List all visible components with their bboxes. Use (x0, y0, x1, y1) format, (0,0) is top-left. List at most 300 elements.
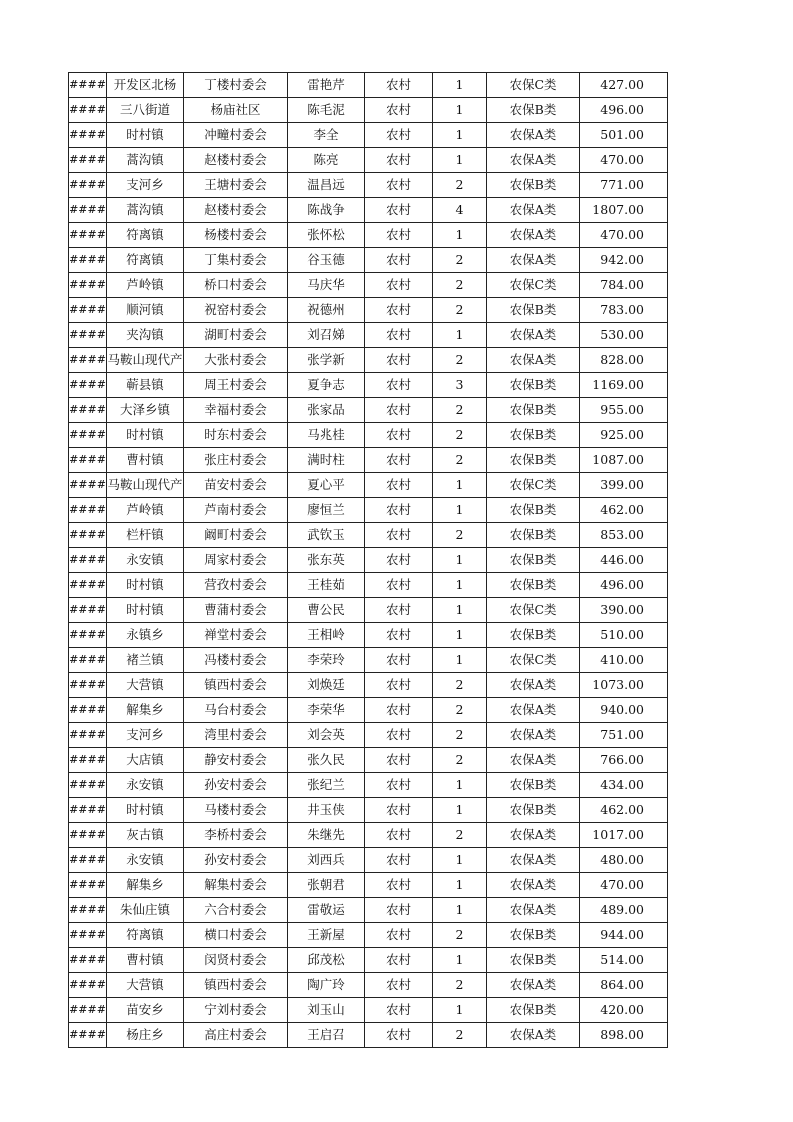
name-cell[interactable]: 陈毛泥 (288, 98, 365, 123)
name-cell[interactable]: 温昌远 (288, 173, 365, 198)
category-cell[interactable]: 农保A类 (487, 973, 580, 998)
name-cell[interactable]: 刘会英 (288, 723, 365, 748)
count-cell[interactable]: 1 (433, 898, 487, 923)
count-cell[interactable]: 2 (433, 698, 487, 723)
category-cell[interactable]: 农保A类 (487, 323, 580, 348)
amount-cell[interactable]: 462.00 (580, 798, 668, 823)
name-cell[interactable]: 井玉侠 (288, 798, 365, 823)
name-cell[interactable]: 李荣华 (288, 698, 365, 723)
area-type-cell[interactable]: 农村 (365, 248, 433, 273)
amount-cell[interactable]: 496.00 (580, 573, 668, 598)
row-id-cell[interactable]: #### (69, 98, 107, 123)
village-cell[interactable]: 桥口村委会 (184, 273, 288, 298)
village-cell[interactable]: 高庄村委会 (184, 1023, 288, 1048)
row-id-cell[interactable]: #### (69, 1023, 107, 1048)
row-id-cell[interactable]: #### (69, 198, 107, 223)
area-type-cell[interactable]: 农村 (365, 698, 433, 723)
row-id-cell[interactable]: #### (69, 248, 107, 273)
row-id-cell[interactable]: #### (69, 798, 107, 823)
amount-cell[interactable]: 470.00 (580, 873, 668, 898)
area-type-cell[interactable]: 农村 (365, 598, 433, 623)
name-cell[interactable]: 雷敬运 (288, 898, 365, 923)
town-cell[interactable]: 栏杆镇 (107, 523, 184, 548)
count-cell[interactable]: 2 (433, 523, 487, 548)
amount-cell[interactable]: 853.00 (580, 523, 668, 548)
town-cell[interactable]: 永镇乡 (107, 623, 184, 648)
area-type-cell[interactable]: 农村 (365, 648, 433, 673)
name-cell[interactable]: 雷艳芹 (288, 73, 365, 98)
category-cell[interactable]: 农保A类 (487, 123, 580, 148)
count-cell[interactable]: 2 (433, 823, 487, 848)
count-cell[interactable]: 2 (433, 398, 487, 423)
amount-cell[interactable]: 771.00 (580, 173, 668, 198)
category-cell[interactable]: 农保B类 (487, 523, 580, 548)
count-cell[interactable]: 2 (433, 1023, 487, 1048)
count-cell[interactable]: 2 (433, 973, 487, 998)
town-cell[interactable]: 永安镇 (107, 548, 184, 573)
area-type-cell[interactable]: 农村 (365, 673, 433, 698)
name-cell[interactable]: 刘召娣 (288, 323, 365, 348)
row-id-cell[interactable]: #### (69, 473, 107, 498)
name-cell[interactable]: 张朝君 (288, 873, 365, 898)
town-cell[interactable]: 解集乡 (107, 873, 184, 898)
town-cell[interactable]: 时村镇 (107, 423, 184, 448)
name-cell[interactable]: 张久民 (288, 748, 365, 773)
count-cell[interactable]: 1 (433, 648, 487, 673)
area-type-cell[interactable]: 农村 (365, 273, 433, 298)
town-cell[interactable]: 曹村镇 (107, 448, 184, 473)
amount-cell[interactable]: 427.00 (580, 73, 668, 98)
village-cell[interactable]: 周家村委会 (184, 548, 288, 573)
area-type-cell[interactable]: 农村 (365, 623, 433, 648)
town-cell[interactable]: 马鞍山现代产 (107, 473, 184, 498)
category-cell[interactable]: 农保A类 (487, 723, 580, 748)
town-cell[interactable]: 顺河镇 (107, 298, 184, 323)
category-cell[interactable]: 农保C类 (487, 648, 580, 673)
area-type-cell[interactable]: 农村 (365, 223, 433, 248)
amount-cell[interactable]: 942.00 (580, 248, 668, 273)
name-cell[interactable]: 张纪兰 (288, 773, 365, 798)
count-cell[interactable]: 2 (433, 923, 487, 948)
town-cell[interactable]: 时村镇 (107, 123, 184, 148)
area-type-cell[interactable]: 农村 (365, 748, 433, 773)
count-cell[interactable]: 1 (433, 148, 487, 173)
area-type-cell[interactable]: 农村 (365, 148, 433, 173)
village-cell[interactable]: 赵楼村委会 (184, 148, 288, 173)
row-id-cell[interactable]: #### (69, 973, 107, 998)
village-cell[interactable]: 镇西村委会 (184, 973, 288, 998)
amount-cell[interactable]: 1169.00 (580, 373, 668, 398)
town-cell[interactable]: 永安镇 (107, 773, 184, 798)
count-cell[interactable]: 2 (433, 448, 487, 473)
name-cell[interactable]: 王桂茹 (288, 573, 365, 598)
village-cell[interactable]: 时东村委会 (184, 423, 288, 448)
name-cell[interactable]: 陈战争 (288, 198, 365, 223)
row-id-cell[interactable]: #### (69, 748, 107, 773)
name-cell[interactable]: 刘焕廷 (288, 673, 365, 698)
row-id-cell[interactable]: #### (69, 698, 107, 723)
village-cell[interactable]: 马台村委会 (184, 698, 288, 723)
name-cell[interactable]: 武钦玉 (288, 523, 365, 548)
row-id-cell[interactable]: #### (69, 123, 107, 148)
area-type-cell[interactable]: 农村 (365, 923, 433, 948)
town-cell[interactable]: 杨庄乡 (107, 1023, 184, 1048)
town-cell[interactable]: 解集乡 (107, 698, 184, 723)
town-cell[interactable]: 开发区北杨 (107, 73, 184, 98)
row-id-cell[interactable]: #### (69, 73, 107, 98)
village-cell[interactable]: 闵贤村委会 (184, 948, 288, 973)
town-cell[interactable]: 大泽乡镇 (107, 398, 184, 423)
village-cell[interactable]: 芦南村委会 (184, 498, 288, 523)
row-id-cell[interactable]: #### (69, 723, 107, 748)
village-cell[interactable]: 阚町村委会 (184, 523, 288, 548)
amount-cell[interactable]: 828.00 (580, 348, 668, 373)
village-cell[interactable]: 宁刘村委会 (184, 998, 288, 1023)
village-cell[interactable]: 赵楼村委会 (184, 198, 288, 223)
category-cell[interactable]: 农保A类 (487, 748, 580, 773)
area-type-cell[interactable]: 农村 (365, 548, 433, 573)
name-cell[interactable]: 张怀松 (288, 223, 365, 248)
category-cell[interactable]: 农保C类 (487, 273, 580, 298)
village-cell[interactable]: 周王村委会 (184, 373, 288, 398)
area-type-cell[interactable]: 农村 (365, 523, 433, 548)
amount-cell[interactable]: 1087.00 (580, 448, 668, 473)
row-id-cell[interactable]: #### (69, 623, 107, 648)
area-type-cell[interactable]: 农村 (365, 773, 433, 798)
area-type-cell[interactable]: 农村 (365, 73, 433, 98)
count-cell[interactable]: 1 (433, 473, 487, 498)
amount-cell[interactable]: 434.00 (580, 773, 668, 798)
row-id-cell[interactable]: #### (69, 848, 107, 873)
count-cell[interactable]: 2 (433, 348, 487, 373)
count-cell[interactable]: 2 (433, 423, 487, 448)
area-type-cell[interactable]: 农村 (365, 348, 433, 373)
category-cell[interactable]: 农保B类 (487, 773, 580, 798)
amount-cell[interactable]: 766.00 (580, 748, 668, 773)
area-type-cell[interactable]: 农村 (365, 823, 433, 848)
category-cell[interactable]: 农保A类 (487, 198, 580, 223)
area-type-cell[interactable]: 农村 (365, 848, 433, 873)
town-cell[interactable]: 芦岭镇 (107, 498, 184, 523)
category-cell[interactable]: 农保B类 (487, 623, 580, 648)
town-cell[interactable]: 时村镇 (107, 573, 184, 598)
village-cell[interactable]: 冲疃村委会 (184, 123, 288, 148)
category-cell[interactable]: 农保A类 (487, 898, 580, 923)
village-cell[interactable]: 张庄村委会 (184, 448, 288, 473)
village-cell[interactable]: 冯楼村委会 (184, 648, 288, 673)
amount-cell[interactable]: 784.00 (580, 273, 668, 298)
village-cell[interactable]: 禅堂村委会 (184, 623, 288, 648)
category-cell[interactable]: 农保A类 (487, 348, 580, 373)
name-cell[interactable]: 王新屋 (288, 923, 365, 948)
amount-cell[interactable]: 470.00 (580, 148, 668, 173)
count-cell[interactable]: 1 (433, 798, 487, 823)
name-cell[interactable]: 陶广玲 (288, 973, 365, 998)
count-cell[interactable]: 1 (433, 498, 487, 523)
name-cell[interactable]: 谷玉德 (288, 248, 365, 273)
category-cell[interactable]: 农保A类 (487, 823, 580, 848)
village-cell[interactable]: 曹蒲村委会 (184, 598, 288, 623)
town-cell[interactable]: 三八街道 (107, 98, 184, 123)
category-cell[interactable]: 农保B类 (487, 98, 580, 123)
amount-cell[interactable]: 410.00 (580, 648, 668, 673)
area-type-cell[interactable]: 农村 (365, 448, 433, 473)
row-id-cell[interactable]: #### (69, 148, 107, 173)
village-cell[interactable]: 湖町村委会 (184, 323, 288, 348)
row-id-cell[interactable]: #### (69, 823, 107, 848)
amount-cell[interactable]: 489.00 (580, 898, 668, 923)
category-cell[interactable]: 农保B类 (487, 798, 580, 823)
amount-cell[interactable]: 446.00 (580, 548, 668, 573)
row-id-cell[interactable]: #### (69, 273, 107, 298)
amount-cell[interactable]: 530.00 (580, 323, 668, 348)
area-type-cell[interactable]: 农村 (365, 573, 433, 598)
town-cell[interactable]: 芦岭镇 (107, 273, 184, 298)
row-id-cell[interactable]: #### (69, 923, 107, 948)
village-cell[interactable]: 孙安村委会 (184, 848, 288, 873)
count-cell[interactable]: 1 (433, 948, 487, 973)
category-cell[interactable]: 农保B类 (487, 298, 580, 323)
name-cell[interactable]: 廖恒兰 (288, 498, 365, 523)
count-cell[interactable]: 1 (433, 848, 487, 873)
area-type-cell[interactable]: 农村 (365, 298, 433, 323)
category-cell[interactable]: 农保A类 (487, 248, 580, 273)
count-cell[interactable]: 1 (433, 223, 487, 248)
village-cell[interactable]: 祝窑村委会 (184, 298, 288, 323)
name-cell[interactable]: 朱继先 (288, 823, 365, 848)
amount-cell[interactable]: 898.00 (580, 1023, 668, 1048)
village-cell[interactable]: 横口村委会 (184, 923, 288, 948)
count-cell[interactable]: 1 (433, 773, 487, 798)
amount-cell[interactable]: 925.00 (580, 423, 668, 448)
category-cell[interactable]: 农保B类 (487, 173, 580, 198)
count-cell[interactable]: 4 (433, 198, 487, 223)
town-cell[interactable]: 苗安乡 (107, 998, 184, 1023)
name-cell[interactable]: 王启召 (288, 1023, 365, 1048)
village-cell[interactable]: 幸福村委会 (184, 398, 288, 423)
category-cell[interactable]: 农保B类 (487, 423, 580, 448)
count-cell[interactable]: 1 (433, 998, 487, 1023)
area-type-cell[interactable]: 农村 (365, 323, 433, 348)
name-cell[interactable]: 张家品 (288, 398, 365, 423)
name-cell[interactable]: 马庆华 (288, 273, 365, 298)
name-cell[interactable]: 张学新 (288, 348, 365, 373)
town-cell[interactable]: 马鞍山现代产 (107, 348, 184, 373)
village-cell[interactable]: 丁楼村委会 (184, 73, 288, 98)
amount-cell[interactable]: 501.00 (580, 123, 668, 148)
area-type-cell[interactable]: 农村 (365, 948, 433, 973)
name-cell[interactable]: 陈亮 (288, 148, 365, 173)
area-type-cell[interactable]: 农村 (365, 873, 433, 898)
area-type-cell[interactable]: 农村 (365, 423, 433, 448)
row-id-cell[interactable]: #### (69, 423, 107, 448)
amount-cell[interactable]: 462.00 (580, 498, 668, 523)
row-id-cell[interactable]: #### (69, 873, 107, 898)
row-id-cell[interactable]: #### (69, 573, 107, 598)
count-cell[interactable]: 2 (433, 298, 487, 323)
name-cell[interactable]: 李全 (288, 123, 365, 148)
town-cell[interactable]: 大营镇 (107, 673, 184, 698)
count-cell[interactable]: 2 (433, 723, 487, 748)
count-cell[interactable]: 2 (433, 248, 487, 273)
town-cell[interactable]: 符离镇 (107, 923, 184, 948)
count-cell[interactable]: 3 (433, 373, 487, 398)
area-type-cell[interactable]: 农村 (365, 98, 433, 123)
town-cell[interactable]: 大店镇 (107, 748, 184, 773)
village-cell[interactable]: 镇西村委会 (184, 673, 288, 698)
area-type-cell[interactable]: 农村 (365, 998, 433, 1023)
village-cell[interactable]: 杨楼村委会 (184, 223, 288, 248)
amount-cell[interactable]: 1017.00 (580, 823, 668, 848)
town-cell[interactable]: 时村镇 (107, 598, 184, 623)
row-id-cell[interactable]: #### (69, 548, 107, 573)
amount-cell[interactable]: 390.00 (580, 598, 668, 623)
village-cell[interactable]: 丁集村委会 (184, 248, 288, 273)
category-cell[interactable]: 农保B类 (487, 573, 580, 598)
village-cell[interactable]: 湾里村委会 (184, 723, 288, 748)
town-cell[interactable]: 永安镇 (107, 848, 184, 873)
name-cell[interactable]: 满时柱 (288, 448, 365, 473)
category-cell[interactable]: 农保C类 (487, 473, 580, 498)
row-id-cell[interactable]: #### (69, 398, 107, 423)
row-id-cell[interactable]: #### (69, 173, 107, 198)
name-cell[interactable]: 王相岭 (288, 623, 365, 648)
town-cell[interactable]: 时村镇 (107, 798, 184, 823)
amount-cell[interactable]: 1073.00 (580, 673, 668, 698)
town-cell[interactable]: 蒿沟镇 (107, 198, 184, 223)
area-type-cell[interactable]: 农村 (365, 1023, 433, 1048)
amount-cell[interactable]: 751.00 (580, 723, 668, 748)
amount-cell[interactable]: 955.00 (580, 398, 668, 423)
category-cell[interactable]: 农保A类 (487, 148, 580, 173)
village-cell[interactable]: 杨庙社区 (184, 98, 288, 123)
name-cell[interactable]: 马兆桂 (288, 423, 365, 448)
category-cell[interactable]: 农保B类 (487, 448, 580, 473)
category-cell[interactable]: 农保C类 (487, 73, 580, 98)
category-cell[interactable]: 农保B类 (487, 923, 580, 948)
village-cell[interactable]: 静安村委会 (184, 748, 288, 773)
row-id-cell[interactable]: #### (69, 648, 107, 673)
row-id-cell[interactable]: #### (69, 998, 107, 1023)
row-id-cell[interactable]: #### (69, 323, 107, 348)
village-cell[interactable]: 解集村委会 (184, 873, 288, 898)
town-cell[interactable]: 灰古镇 (107, 823, 184, 848)
village-cell[interactable]: 大张村委会 (184, 348, 288, 373)
row-id-cell[interactable]: #### (69, 673, 107, 698)
category-cell[interactable]: 农保A类 (487, 848, 580, 873)
name-cell[interactable]: 刘玉山 (288, 998, 365, 1023)
village-cell[interactable]: 马楼村委会 (184, 798, 288, 823)
area-type-cell[interactable]: 农村 (365, 473, 433, 498)
village-cell[interactable]: 六合村委会 (184, 898, 288, 923)
town-cell[interactable]: 夹沟镇 (107, 323, 184, 348)
count-cell[interactable]: 1 (433, 73, 487, 98)
area-type-cell[interactable]: 农村 (365, 373, 433, 398)
area-type-cell[interactable]: 农村 (365, 898, 433, 923)
row-id-cell[interactable]: #### (69, 598, 107, 623)
area-type-cell[interactable]: 农村 (365, 498, 433, 523)
area-type-cell[interactable]: 农村 (365, 398, 433, 423)
town-cell[interactable]: 支河乡 (107, 173, 184, 198)
count-cell[interactable]: 2 (433, 748, 487, 773)
row-id-cell[interactable]: #### (69, 373, 107, 398)
village-cell[interactable]: 李桥村委会 (184, 823, 288, 848)
amount-cell[interactable]: 496.00 (580, 98, 668, 123)
area-type-cell[interactable]: 农村 (365, 973, 433, 998)
category-cell[interactable]: 农保A类 (487, 673, 580, 698)
count-cell[interactable]: 1 (433, 573, 487, 598)
category-cell[interactable]: 农保A类 (487, 873, 580, 898)
amount-cell[interactable]: 514.00 (580, 948, 668, 973)
name-cell[interactable]: 曹公民 (288, 598, 365, 623)
count-cell[interactable]: 2 (433, 673, 487, 698)
amount-cell[interactable]: 940.00 (580, 698, 668, 723)
area-type-cell[interactable]: 农村 (365, 723, 433, 748)
category-cell[interactable]: 农保B类 (487, 548, 580, 573)
category-cell[interactable]: 农保B类 (487, 398, 580, 423)
amount-cell[interactable]: 480.00 (580, 848, 668, 873)
name-cell[interactable]: 邱茂松 (288, 948, 365, 973)
row-id-cell[interactable]: #### (69, 348, 107, 373)
town-cell[interactable]: 蒿沟镇 (107, 148, 184, 173)
town-cell[interactable]: 符离镇 (107, 248, 184, 273)
amount-cell[interactable]: 420.00 (580, 998, 668, 1023)
category-cell[interactable]: 农保B类 (487, 998, 580, 1023)
count-cell[interactable]: 1 (433, 123, 487, 148)
town-cell[interactable]: 曹村镇 (107, 948, 184, 973)
category-cell[interactable]: 农保B类 (487, 373, 580, 398)
village-cell[interactable]: 王塘村委会 (184, 173, 288, 198)
area-type-cell[interactable]: 农村 (365, 798, 433, 823)
count-cell[interactable]: 1 (433, 873, 487, 898)
category-cell[interactable]: 农保B类 (487, 948, 580, 973)
category-cell[interactable]: 农保A类 (487, 698, 580, 723)
amount-cell[interactable]: 864.00 (580, 973, 668, 998)
category-cell[interactable]: 农保C类 (487, 598, 580, 623)
category-cell[interactable]: 农保A类 (487, 223, 580, 248)
row-id-cell[interactable]: #### (69, 898, 107, 923)
town-cell[interactable]: 大营镇 (107, 973, 184, 998)
town-cell[interactable]: 蕲县镇 (107, 373, 184, 398)
category-cell[interactable]: 农保B类 (487, 498, 580, 523)
count-cell[interactable]: 1 (433, 548, 487, 573)
row-id-cell[interactable]: #### (69, 498, 107, 523)
area-type-cell[interactable]: 农村 (365, 173, 433, 198)
village-cell[interactable]: 苗安村委会 (184, 473, 288, 498)
town-cell[interactable]: 支河乡 (107, 723, 184, 748)
town-cell[interactable]: 朱仙庄镇 (107, 898, 184, 923)
amount-cell[interactable]: 510.00 (580, 623, 668, 648)
town-cell[interactable]: 褚兰镇 (107, 648, 184, 673)
row-id-cell[interactable]: #### (69, 298, 107, 323)
area-type-cell[interactable]: 农村 (365, 123, 433, 148)
name-cell[interactable]: 夏争志 (288, 373, 365, 398)
row-id-cell[interactable]: #### (69, 448, 107, 473)
amount-cell[interactable]: 399.00 (580, 473, 668, 498)
amount-cell[interactable]: 1807.00 (580, 198, 668, 223)
row-id-cell[interactable]: #### (69, 948, 107, 973)
name-cell[interactable]: 夏心平 (288, 473, 365, 498)
village-cell[interactable]: 孙安村委会 (184, 773, 288, 798)
name-cell[interactable]: 张东英 (288, 548, 365, 573)
name-cell[interactable]: 李荣玲 (288, 648, 365, 673)
row-id-cell[interactable]: #### (69, 773, 107, 798)
count-cell[interactable]: 2 (433, 173, 487, 198)
category-cell[interactable]: 农保A类 (487, 1023, 580, 1048)
name-cell[interactable]: 刘西兵 (288, 848, 365, 873)
town-cell[interactable]: 符离镇 (107, 223, 184, 248)
count-cell[interactable]: 2 (433, 273, 487, 298)
